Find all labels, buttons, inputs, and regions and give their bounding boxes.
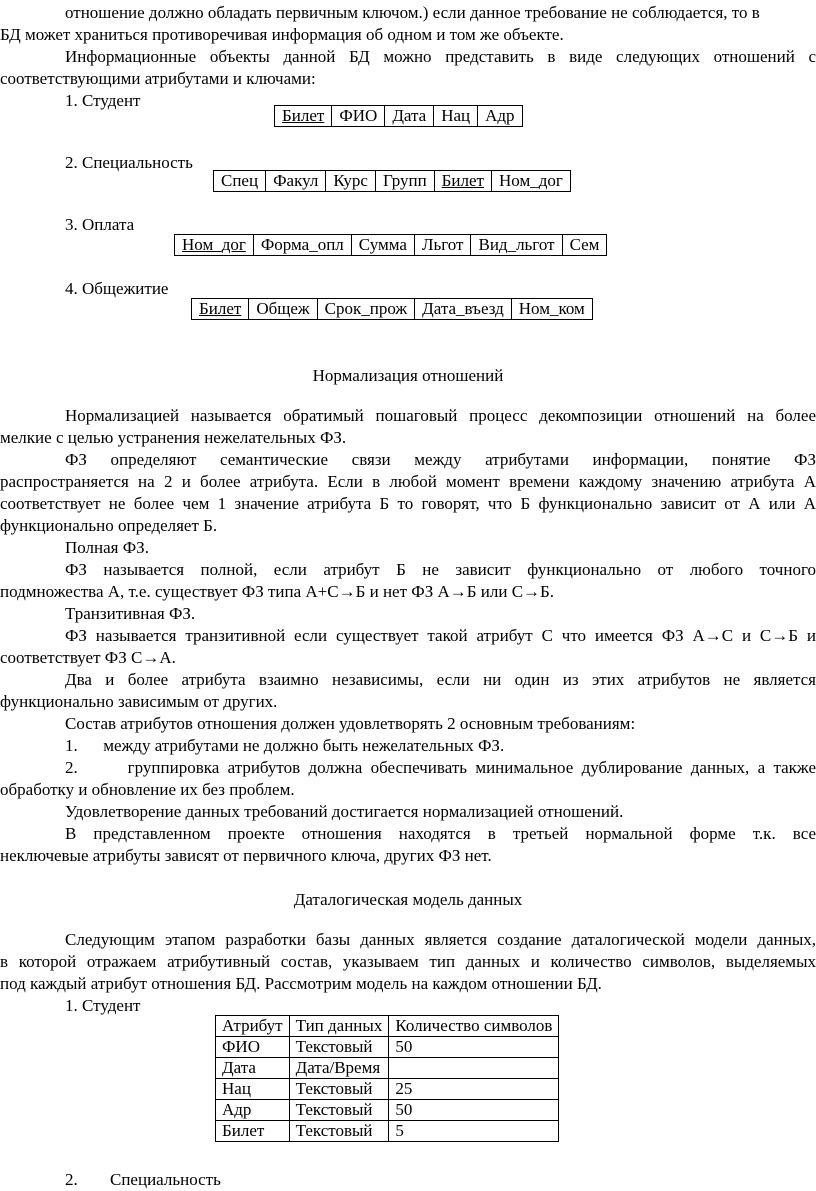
body-line: мелкие с целью устранения нежелательных ФЗ. bbox=[0, 428, 347, 447]
relation-attr: Ном_ком bbox=[518, 299, 585, 318]
body-line: обработку и обновление их без проблем. bbox=[0, 780, 295, 799]
body-line: ФЗ называется транзитивной если существует такой атрибут С что имеется ФЗ А→С и С→Б и bbox=[65, 626, 816, 645]
relation-payment-table bbox=[174, 234, 607, 256]
column-header: Атрибут bbox=[216, 1016, 290, 1037]
table-row bbox=[216, 1100, 559, 1121]
body-line: распространяется на 2 и более атрибута. Если в любой момент времени каждому значению атрибута А bbox=[0, 472, 816, 491]
body-line: ФЗ называется полной, если атрибут Б не зависит функционально от любого точного bbox=[65, 560, 816, 579]
relation-attr: Льгот bbox=[415, 235, 472, 255]
relation-label-payment: 3. Оплата bbox=[65, 215, 135, 234]
table-cell: 50 bbox=[389, 1037, 559, 1058]
table-cell bbox=[389, 1058, 559, 1079]
relation-attr: Групп bbox=[376, 171, 435, 191]
table-row bbox=[216, 1058, 559, 1079]
column-header: Количество символов bbox=[389, 1016, 559, 1037]
table-cell: Нац bbox=[216, 1079, 290, 1100]
body-line: соответствует не более чем 1 значение атрибута Б то говорят, что Б функционально зависит от А или А bbox=[0, 494, 816, 513]
relation-attr: Сем bbox=[569, 235, 600, 254]
body-line: в которой отражаем атрибутивный состав, указываем тип данных и количество символов, выделяемых bbox=[0, 952, 816, 971]
column-header: Тип данных bbox=[289, 1016, 389, 1037]
relation-attr: Адр bbox=[485, 106, 515, 125]
table-row bbox=[216, 1037, 559, 1058]
attributes-table bbox=[215, 1015, 559, 1142]
body-line: Следующим этапом разработки базы данных является создание даталогической модели данных, bbox=[65, 930, 816, 949]
relation-attr: Ном_дог bbox=[175, 235, 254, 255]
table-cell: Дата/Время bbox=[289, 1058, 389, 1079]
relation-label-student: 1. Студент bbox=[65, 91, 141, 110]
relation-attr: Билет bbox=[192, 299, 249, 319]
body-line: Удовлетворение данных требований достигается нормализацией отношений. bbox=[65, 802, 624, 821]
relation-attr: Нац bbox=[434, 106, 478, 126]
body-line: под каждый атрибут отношения БД. Рассмотрим модель на каждом отношении БД. bbox=[0, 974, 602, 993]
body-line: Полная ФЗ. bbox=[65, 538, 149, 557]
body-line: 2. группировка атрибутов должна обеспечивать минимальное дублирование данных, а также bbox=[65, 758, 816, 777]
body-line: 1. между атрибутами не должно быть нежелательных ФЗ. bbox=[65, 736, 505, 755]
table-row bbox=[216, 1079, 559, 1100]
body-line: Два и более атрибута взаимно независимы, если ни один из этих атрибутов не является bbox=[65, 670, 816, 689]
relation-attr: Общеж bbox=[249, 299, 317, 319]
subsection-student: 1. Студент bbox=[65, 996, 141, 1015]
table-cell: 5 bbox=[389, 1121, 559, 1142]
body-line: подмножества А, т.е. существует ФЗ типа А+С→Б и нет ФЗ А→Б или С→Б. bbox=[0, 582, 555, 601]
relation-label-specialty: 2. Специальность bbox=[65, 153, 193, 172]
relation-label-dormitory: 4. Общежитие bbox=[65, 279, 169, 298]
relation-attr: Дата_въезд bbox=[415, 299, 512, 319]
body-line: функционально зависимым от других. bbox=[0, 692, 278, 711]
body-line: ФЗ определяют семантические связи между атрибутами информации, понятие ФЗ bbox=[65, 450, 816, 469]
table-cell: Текстовый bbox=[289, 1037, 389, 1058]
table-cell: Текстовый bbox=[289, 1100, 389, 1121]
body-line: Транзитивная ФЗ. bbox=[65, 604, 196, 623]
relation-attr: Ном_дог bbox=[499, 171, 563, 190]
relation-attr: Срок_прож bbox=[318, 299, 416, 319]
relation-attr: ФИО bbox=[332, 106, 385, 126]
body-line: неключевые атрибуты зависят от первичного ключа, других ФЗ нет. bbox=[0, 846, 492, 865]
body-line: Состав атрибутов отношения должен удовлетворять 2 основным требованиям: bbox=[65, 714, 636, 733]
table-cell: 25 bbox=[389, 1079, 559, 1100]
relation-attr: Факул bbox=[266, 171, 326, 191]
intro-line: отношение должно обладать первичным ключом.) если данное требование не соблюдается, то в bbox=[65, 3, 760, 22]
relation-specialty-table bbox=[213, 170, 571, 192]
body-line: В представленном проекте отношения находятся в третьей нормальной форме т.к. все bbox=[65, 824, 816, 843]
subsection-number: 2. bbox=[65, 1170, 78, 1189]
relation-dormitory-table bbox=[191, 298, 593, 320]
table-cell: Текстовый bbox=[289, 1079, 389, 1100]
relation-student-table bbox=[274, 105, 523, 127]
body-line: функционально определяет Б. bbox=[0, 516, 218, 535]
relation-attr: Форма_опл bbox=[254, 235, 352, 255]
relation-attr: Сумма bbox=[352, 235, 415, 255]
table-header-row bbox=[216, 1016, 559, 1037]
table-cell: Билет bbox=[216, 1121, 290, 1142]
table-cell: 50 bbox=[389, 1100, 559, 1121]
table-cell: Дата bbox=[216, 1058, 290, 1079]
table-cell: Текстовый bbox=[289, 1121, 389, 1142]
subsection-specialty: Специальность bbox=[110, 1170, 221, 1189]
intro-line: БД может храниться противоречивая информация об одном и том же объекте. bbox=[0, 25, 564, 44]
table-cell: Адр bbox=[216, 1100, 290, 1121]
relation-attr: Билет bbox=[435, 171, 492, 191]
section-heading-datalogical: Даталогическая модель данных bbox=[293, 890, 523, 909]
relation-attr: Спец bbox=[214, 171, 266, 191]
body-line: соответствует ФЗ С→А. bbox=[0, 648, 176, 667]
section-heading-normalization: Нормализация отношений bbox=[312, 366, 504, 385]
body-line: Нормализацией называется обратимый пошаговый процесс декомпозиции отношений на более bbox=[65, 406, 816, 425]
relation-attr: Вид_льгот bbox=[471, 235, 562, 255]
intro-line: соответствующими атрибутами и ключами: bbox=[0, 69, 316, 88]
intro-line: Информационные объекты данной БД можно представить в виде следующих отношений с bbox=[65, 47, 816, 66]
table-row bbox=[216, 1121, 559, 1142]
relation-attr: Билет bbox=[275, 106, 332, 126]
relation-attr: Дата bbox=[385, 106, 434, 126]
relation-attr: Курс bbox=[326, 171, 376, 191]
table-cell: ФИО bbox=[216, 1037, 290, 1058]
